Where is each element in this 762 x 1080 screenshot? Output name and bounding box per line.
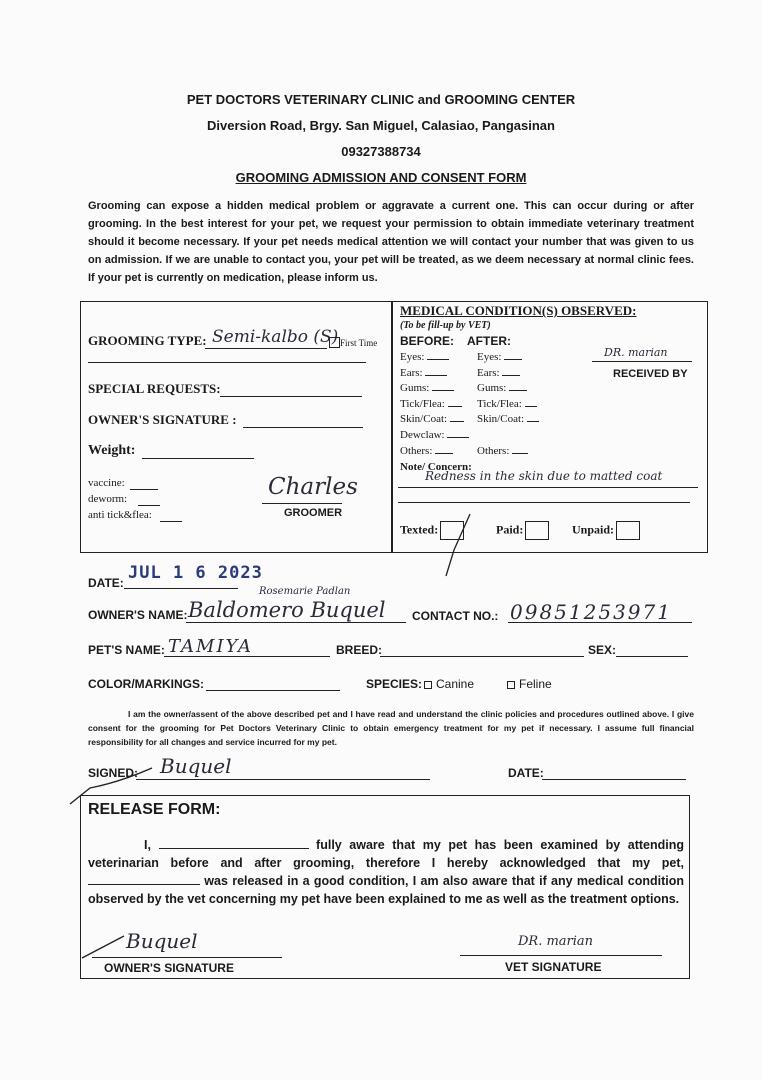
note-label: Note/ Concern: (400, 461, 472, 473)
sex-field[interactable] (616, 656, 688, 657)
before-field[interactable] (425, 375, 447, 376)
groomer-label: GROOMER (284, 507, 343, 519)
before-item: Skin/Coat: (400, 413, 448, 426)
canine-checkbox[interactable] (424, 681, 432, 689)
first-time-label: First Time (340, 338, 378, 348)
after-item: Gums: (477, 382, 507, 395)
clinic-address: Diversion Road, Brgy. San Miguel, Calasiao, Pangasinan (207, 118, 555, 133)
texted-label: Texted: (400, 522, 439, 537)
antitick-label: anti tick&flea: (88, 509, 152, 521)
pet-name-line (164, 656, 330, 657)
after-field[interactable] (512, 453, 528, 454)
medical-subtitle: (To be fill-up by VET) (400, 320, 491, 331)
unpaid-label: Unpaid: (572, 522, 615, 537)
special-requests-label: SPECIAL REQUESTS: (88, 381, 221, 396)
box-divider (391, 301, 393, 553)
after-item: Skin/Coat: (477, 413, 525, 426)
note-line-1 (398, 487, 698, 488)
contact-line (508, 622, 692, 623)
release-part2: fully aware that my pet has been examined by attending veterinarian before and after grooming, therefore I hereby acknowledged that my pet, (88, 838, 684, 870)
special-requests-field[interactable] (220, 396, 362, 397)
unpaid-checkbox[interactable] (616, 521, 640, 540)
after-field[interactable] (509, 390, 527, 391)
signed-date-field[interactable] (542, 779, 686, 780)
note-value[interactable]: Redness in the skin due to matted coat (425, 469, 663, 483)
texted-check-mark (440, 510, 474, 582)
received-by-label: RECEIVED BY (613, 368, 688, 380)
owner-signature-field[interactable] (243, 427, 363, 428)
deworm-field[interactable] (138, 505, 160, 506)
owner-name-note: Rosemarie Padlan (259, 586, 351, 597)
before-label: BEFORE: (400, 334, 454, 348)
after-item: Eyes: (477, 351, 502, 363)
contact-value[interactable]: 09851253971 (510, 600, 672, 624)
after-item: Tick/Flea: (477, 397, 522, 410)
before-field[interactable] (450, 421, 464, 422)
before-field[interactable] (448, 406, 462, 407)
after-item: Others: (477, 444, 510, 457)
weight-label: Weight: (88, 443, 136, 458)
intro-paragraph: Grooming can expose a hidden medical problem or aggravate a current one. This can occur during or after grooming. In the best interest for your pet, we request your permission to obtain immediate veterinary treatment should it become necessary. If your pet needs medical attention we will contact your number that was given to us on admission. If we are unable to contact you, your pet will be treated, as we deem necessary at normal clinic fees. If your pet is currently on medication, please inform us. (88, 200, 694, 284)
deworm-label: deworm: (88, 493, 128, 505)
pet-name-label: PET'S NAME: (88, 643, 165, 657)
signed-label: SIGNED: (88, 766, 139, 780)
after-label: AFTER: (467, 334, 511, 348)
before-item: Eyes: (400, 351, 425, 363)
sex-label: SEX: (588, 643, 617, 657)
after-field[interactable] (504, 359, 522, 360)
before-item: Ears: (400, 366, 423, 379)
grooming-type-label: GROOMING TYPE: (88, 333, 207, 348)
before-field[interactable] (427, 359, 449, 360)
owner-name-line (186, 622, 406, 623)
color-markings-label: COLOR/MARKINGS: (88, 677, 204, 691)
vet-sig-line[interactable] (460, 955, 662, 956)
pet-name-value[interactable]: TAMIYA (168, 636, 254, 657)
release-title: RELEASE FORM: (88, 801, 221, 818)
release-owner-signature: Buquel (126, 929, 198, 953)
release-paragraph (88, 836, 684, 908)
canine-label: Canine (436, 677, 475, 691)
owner-signature-label: OWNER'S SIGNATURE : (88, 412, 237, 427)
signed-signature: Buquel (160, 754, 232, 778)
release-part1: I, (144, 838, 151, 852)
after-field[interactable] (502, 375, 520, 376)
feline-checkbox[interactable] (507, 681, 515, 689)
before-field[interactable] (435, 453, 453, 454)
before-item: Dewclaw: (400, 428, 445, 441)
before-field[interactable] (447, 437, 469, 438)
after-list (477, 351, 539, 460)
vaccine-label: vaccine: (88, 477, 125, 489)
clinic-phone: 09327388734 (341, 144, 421, 159)
release-vet-signature: DR. marian (518, 934, 594, 949)
breed-field[interactable] (380, 656, 584, 657)
first-time-checkbox[interactable] (329, 337, 340, 348)
release-part3: was released in a good condition, I am also aware that if any medical condition observed by the vet concerning my pet have been explained to me as well as the treatment options. (88, 874, 684, 906)
owner-name-value[interactable]: Baldomero Buquel (188, 598, 386, 622)
feline-label: Feline (519, 677, 552, 691)
date-stamp[interactable]: JUL 1 6 2023 (128, 563, 263, 583)
owner-sig-label: OWNER'S SIGNATURE (104, 961, 234, 975)
after-item: Ears: (477, 366, 500, 379)
received-by-line (592, 361, 692, 362)
unpaid-item (572, 521, 640, 540)
owner-name-label: OWNER'S NAME: (88, 608, 188, 622)
antitick-field[interactable] (160, 521, 182, 522)
date-label: DATE: (88, 576, 124, 590)
received-by-name: DR. marian (604, 346, 668, 359)
owner-sig-line[interactable] (92, 957, 282, 958)
paid-item (496, 521, 549, 540)
vet-sig-label: VET SIGNATURE (505, 960, 602, 974)
grooming-type-line-2 (88, 362, 366, 363)
breed-label: BREED: (336, 643, 383, 657)
after-field[interactable] (527, 421, 539, 422)
clinic-name: PET DOCTORS VETERINARY CLINIC and GROOMING CENTER (186, 92, 576, 107)
before-item: Others: (400, 444, 433, 457)
groomer-line (262, 503, 342, 504)
form-title: GROOMING ADMISSION AND CONSENT FORM (235, 170, 527, 185)
color-markings-field[interactable] (206, 690, 340, 691)
after-field[interactable] (525, 406, 537, 407)
signed-line[interactable] (136, 779, 430, 780)
contact-label: CONTACT NO.: (412, 609, 499, 623)
paid-label: Paid: (496, 522, 524, 537)
groomer-signature: Charles (268, 474, 358, 500)
note-line-2 (398, 502, 690, 503)
consent-paragraph: I am the owner/assent of the above described pet and I have read and understand the clinic policies and procedures outlined above. I give consent for the grooming for Pet Doctors Veterinary Clinic to obtain emergency treatment for my pet if necessary. I assume full financial responsibility for all changes and service incurred for my pet. (88, 709, 694, 747)
before-item: Tick/Flea: (400, 397, 445, 410)
medical-title: MEDICAL CONDITION(S) OBSERVED: (400, 303, 637, 318)
before-item: Gums: (400, 382, 430, 395)
date-line (124, 588, 238, 589)
grooming-type-line (205, 348, 327, 349)
release-pet-name-field[interactable] (88, 872, 200, 885)
species-label: SPECIES: (366, 677, 423, 691)
signed-date-label: DATE: (508, 766, 544, 780)
release-owner-name-field[interactable] (159, 836, 309, 849)
grooming-type-value[interactable]: Semi-kalbo (S) (212, 327, 339, 347)
weight-field[interactable] (142, 458, 254, 459)
vaccine-field[interactable] (130, 489, 158, 490)
before-field[interactable] (432, 390, 454, 391)
before-list (400, 351, 469, 460)
paid-checkbox[interactable] (525, 521, 549, 540)
